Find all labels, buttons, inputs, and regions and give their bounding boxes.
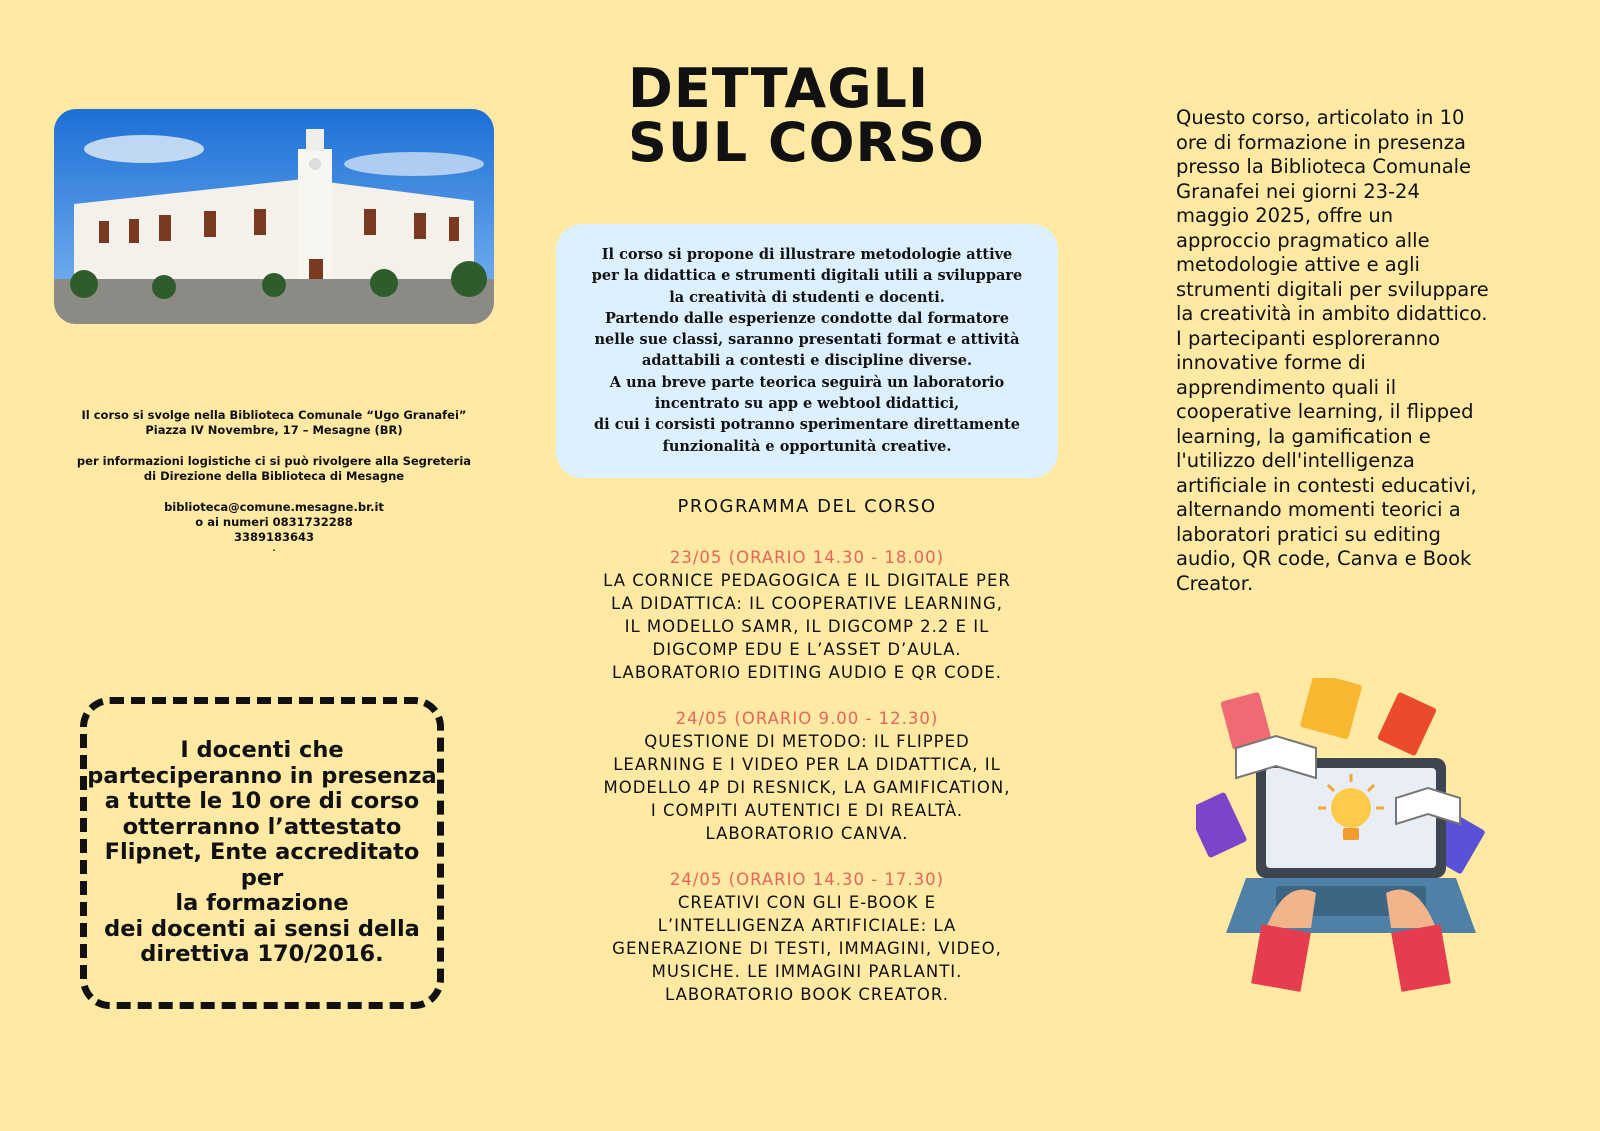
- session-date: 24/05 (ORARIO 14.30 - 17.30): [669, 870, 945, 889]
- intro-line: nelle sue classi, saranno presentati format e attività: [594, 331, 1020, 349]
- intro-line: di cui i corsisti potranno sperimentare direttamente: [594, 416, 1020, 434]
- notice-line: otterranno l’attestato: [122, 813, 402, 840]
- description-line: metodologie attive e agli: [1176, 253, 1420, 276]
- description-line: alternando momenti teorici a: [1176, 498, 1461, 521]
- description-line: la creatività in ambito didattico.: [1176, 302, 1488, 325]
- session-line: LABORATORIO EDITING AUDIO E QR CODE.: [611, 663, 1003, 682]
- certificate-notice-text: [87, 738, 437, 968]
- page-title: [628, 57, 985, 174]
- description-line: approccio pragmatico alle: [1176, 228, 1430, 252]
- contact-phone: o ai numeri 0831732288: [195, 515, 353, 529]
- description-line: audio, QR code, Canva e Book: [1176, 547, 1472, 570]
- intro-line: la creatività di studenti e docenti.: [669, 288, 945, 306]
- contact-email[interactable]: biblioteca@comune.mesagne.br.it: [164, 500, 384, 514]
- description-line: ore di formazione in presenza: [1176, 130, 1466, 154]
- program-title: PROGRAMMA DEL CORSO: [677, 496, 937, 517]
- logistics-info: di Direzione della Biblioteca di Mesagne: [143, 469, 405, 483]
- venue-address: Piazza IV Novembre, 17 – Mesagne (BR): [145, 423, 403, 437]
- description-line: Creator.: [1176, 571, 1254, 595]
- description-line: apprendimento quali il: [1176, 375, 1397, 399]
- venue-line: Il corso si svolge nella Biblioteca Comunale “Ugo Granafei”: [81, 408, 467, 422]
- intro-line: funzionalità e opportunità creative.: [662, 437, 952, 455]
- contact-phone: 3389183643: [233, 530, 315, 544]
- session-line: CREATIVI CON GLI E-BOOK E: [677, 893, 937, 912]
- description-line: strumenti digitali per sviluppare: [1176, 277, 1489, 301]
- session-line: L’INTELLIGENZA ARTIFICIALE: LA: [657, 916, 957, 935]
- session-date: 23/05 (ORARIO 14.30 - 18.00): [669, 548, 945, 567]
- intro-line: Il corso si propone di illustrare metodologie attive: [601, 246, 1013, 263]
- program-session: [556, 707, 1058, 845]
- session-line: MODELLO 4P DI RESNICK, LA GAMIFICATION,: [603, 778, 1011, 797]
- description-line: I partecipanti esploreranno: [1176, 326, 1441, 350]
- certificate-notice-box: [80, 697, 444, 1009]
- session-line: LABORATORIO BOOK CREATOR.: [665, 985, 949, 1004]
- program-session: [556, 868, 1058, 1006]
- notice-line: parteciperanno in presenza: [87, 762, 437, 789]
- notice-line: a tutte le 10 ore di corso: [104, 788, 420, 814]
- session-line: GENERAZIONE DI TESTI, IMMAGINI, VIDEO,: [612, 939, 1002, 958]
- description-line: presso la Biblioteca Comunale: [1176, 155, 1472, 178]
- venue-info: [54, 408, 494, 569]
- session-line: LA DIDATTICA: IL COOPERATIVE LEARNING,: [611, 594, 1003, 613]
- description-line: cooperative learning, il flipped: [1176, 400, 1474, 423]
- session-line: LA CORNICE PEDAGOGICA E IL DIGITALE PER: [603, 571, 1011, 590]
- library-building-photo: [54, 109, 494, 324]
- intro-line: adattabili a contesti e discipline diverse.: [641, 352, 973, 370]
- notice-line: direttiva 170/2016.: [140, 941, 384, 967]
- description-line: l'utilizzo dell'intelligenza: [1176, 449, 1415, 472]
- description-line: Granafei nei giorni 23-24: [1176, 179, 1420, 203]
- course-intro-box: [556, 224, 1058, 478]
- session-line: IL MODELLO SAMR, IL DIGCOMP 2.2 E IL: [624, 617, 990, 636]
- intro-line: incentrato su app e webtool didattici,: [654, 395, 960, 413]
- logistics-info: per informazioni logistiche ci si può rivolgere alla Segreteria: [76, 454, 472, 468]
- title-line: DETTAGLI: [628, 57, 930, 120]
- description-line: learning, la gamification e: [1176, 424, 1431, 448]
- session-line: MUSICHE. LE IMMAGINI PARLANTI.: [651, 962, 963, 981]
- program-session: [556, 546, 1058, 684]
- description-line: innovative forme di: [1176, 351, 1366, 374]
- session-line: LEARNING E I VIDEO PER LA DIDATTICA, IL: [613, 755, 1001, 774]
- description-line: maggio 2025, offre un: [1176, 204, 1394, 227]
- session-line: DIGCOMP EDU E L’ASSET D’AULA.: [652, 640, 962, 659]
- course-description: [1176, 106, 1536, 596]
- notice-line: la formazione: [175, 890, 349, 916]
- session-date: 24/05 (ORARIO 9.00 - 12.30): [675, 709, 939, 728]
- intro-line: A una breve parte teorica seguirà un laboratorio: [609, 373, 1005, 391]
- intro-line: per la didattica e strumenti digitali utili a sviluppare: [591, 267, 1023, 285]
- notice-line: I docenti che: [180, 737, 344, 763]
- notice-line: dei docenti ai sensi della: [104, 915, 420, 942]
- dot: .: [272, 544, 276, 553]
- title-line: SUL CORSO: [628, 111, 985, 174]
- notice-line: Flipnet, Ente accreditato per: [104, 839, 420, 891]
- description-line: artificiale in contesti educativi,: [1176, 473, 1477, 497]
- laptop-books-illustration: [1196, 678, 1516, 1008]
- session-line: QUESTIONE DI METODO: IL FLIPPED: [644, 732, 970, 751]
- intro-line: Partendo dalle esperienze condotte dal formatore: [604, 309, 1009, 327]
- description-line: Questo corso, articolato in 10: [1176, 106, 1465, 129]
- session-line: LABORATORIO CANVA.: [705, 824, 909, 843]
- session-line: I COMPITI AUTENTICI E DI REALTÀ.: [650, 801, 964, 820]
- description-line: laboratori pratici su editing: [1176, 522, 1441, 546]
